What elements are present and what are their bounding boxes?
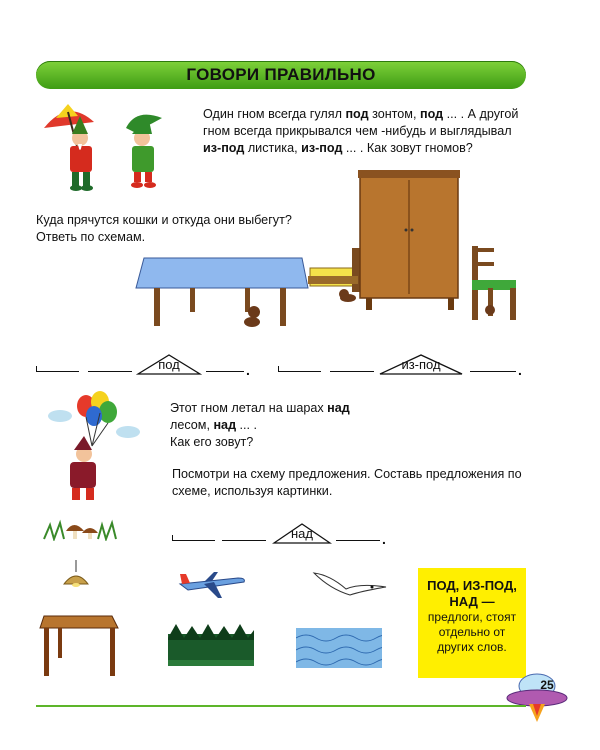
- scheme-slot: [206, 371, 244, 372]
- table-small-illustration: [38, 612, 120, 678]
- text-bold: из-под: [203, 141, 245, 155]
- scheme-slot: [470, 371, 516, 372]
- text: листика,: [244, 141, 302, 155]
- bottom-divider: [36, 705, 526, 707]
- balloon-paragraph: [170, 400, 430, 451]
- preposition-label: под: [158, 357, 180, 372]
- text: лесом,: [170, 418, 214, 432]
- preposition-rule-note: [418, 568, 526, 678]
- text: ... . Как зовут гномов?: [342, 141, 473, 155]
- cats-question: [36, 212, 336, 246]
- gnomes-illustration: [38, 98, 178, 198]
- page-number: 25: [540, 678, 554, 692]
- text-bold: над: [327, 401, 350, 415]
- scheme-slot: [330, 371, 374, 372]
- intro-paragraph: [203, 106, 533, 157]
- table-illustration: [130, 250, 310, 330]
- scheme-nad: [172, 522, 392, 547]
- text: Посмотри на схему предложения. Составь предложения по: [172, 467, 522, 481]
- text-bold: над: [213, 418, 237, 432]
- text: зонтом,: [368, 107, 420, 121]
- scheme-slot: [279, 371, 321, 372]
- scheme-slot: [37, 371, 79, 372]
- text-bold: под: [419, 107, 444, 121]
- scheme-period: .: [518, 362, 522, 378]
- scheme-pod: [36, 353, 256, 378]
- scheme-slot: [222, 540, 266, 541]
- sea-illustration: [296, 628, 382, 668]
- preposition-label: из-под: [401, 357, 441, 372]
- scheme-iz-pod: [278, 353, 528, 378]
- text: Как его зовут?: [170, 435, 254, 449]
- text: Этот гном летал на шарах: [170, 401, 328, 415]
- note-text: предлоги, стоят: [427, 610, 517, 624]
- scheme-period: .: [246, 362, 250, 378]
- title-bar: [36, 61, 526, 89]
- note-dash: —: [477, 594, 495, 609]
- note-text: отдельно от: [438, 625, 506, 639]
- lamp-illustration: [60, 560, 92, 590]
- text: схеме, используя картинки.: [172, 484, 333, 498]
- preposition-label: над: [291, 526, 313, 541]
- balloon-gnome-illustration: [44, 388, 144, 518]
- seagull-illustration: [310, 565, 390, 597]
- note-bold-text: ПОД, ИЗ-ПОД, НАД: [427, 578, 517, 609]
- scheme-slot: [173, 540, 215, 541]
- forest-illustration: [168, 624, 254, 666]
- task-paragraph: [172, 466, 532, 500]
- airplane-illustration: [178, 570, 248, 602]
- scheme-slot: [88, 371, 132, 372]
- page-title: ГОВОРИ ПРАВИЛЬНО: [186, 65, 376, 84]
- text-bold: из-под: [301, 141, 343, 155]
- text: ... .: [236, 418, 258, 432]
- text: Один гном всегда гулял: [203, 107, 346, 121]
- text: ... . А другой: [443, 107, 519, 121]
- text: Ответь по схемам.: [36, 230, 146, 244]
- text-bold: под: [345, 107, 369, 121]
- text: Куда прячутся кошки и откуда они выбегут?: [36, 213, 292, 227]
- mushrooms-illustration: [42, 515, 120, 541]
- note-text: других слов.: [437, 640, 507, 654]
- note-heading: [418, 568, 526, 610]
- scheme-slot: [336, 540, 380, 541]
- wardrobe-bed-illustration: [300, 168, 530, 328]
- text: гном всегда прикрывался чем -нибудь и выглядывал: [203, 124, 512, 138]
- scheme-period: .: [382, 531, 386, 547]
